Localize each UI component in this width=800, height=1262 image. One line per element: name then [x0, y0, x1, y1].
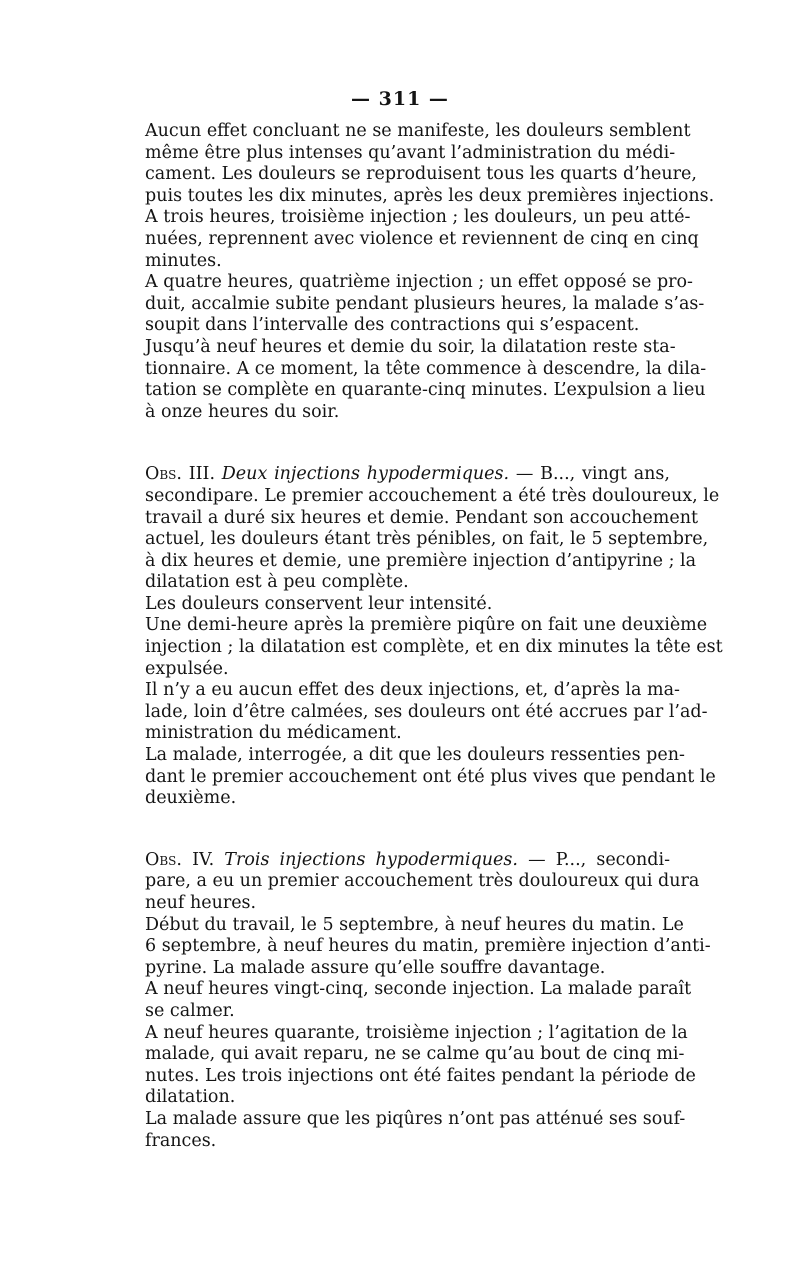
text-line: travail a duré six heures et demie. Pendant son accouchement — [145, 507, 699, 528]
text-line: A neuf heures quarante, troisième injection ; l’agitation de la — [145, 1022, 688, 1043]
observation-label: Obs. III. — [145, 464, 216, 485]
text-line: lade, loin d’être calmées, ses douleurs ont été accrues par l’ad- — [145, 701, 708, 722]
text-line: A trois heures, troisième injection ; les douleurs, un peu atté- — [145, 207, 691, 228]
text-line: Les douleurs conservent leur intensité. — [145, 593, 493, 614]
text-line: La malade, interrogée, a dit que les douleurs ressenties pen- — [145, 745, 685, 766]
text-line: duit, accalmie subite pendant plusieurs heures, la malade s’as- — [145, 293, 705, 314]
observation-heading-rest: — B..., vingt ans, — [515, 464, 670, 485]
text-line: expulsée. — [145, 658, 229, 679]
text-line: 6 septembre, à neuf heures du matin, première injection d’anti- — [145, 936, 711, 957]
text-line: A quatre heures, quatrième injection ; un effet opposé se pro- — [145, 272, 693, 293]
text-line: malade, qui avait reparu, ne se calme qu’au bout de cinq mi- — [145, 1044, 685, 1065]
text-line: nuées, reprennent avec violence et reviennent de cinq en cinq — [145, 228, 699, 249]
paragraph — [145, 121, 715, 207]
text-line: nutes. Les trois injections ont été faites pendant la période de — [145, 1065, 696, 1086]
text-line: actuel, les douleurs étant très pénibles, on fait, le 5 septembre, — [145, 529, 709, 550]
text-line: même être plus intenses qu’avant l’administration du médi- — [145, 142, 676, 163]
text-line: à onze heures du soir. — [145, 401, 340, 422]
observation-heading-rest: — P..., secondi- — [528, 849, 670, 870]
text-line: A neuf heures vingt-cinq, seconde injection. La malade paraît — [145, 979, 692, 1000]
text-line: dilatation est à peu complète. — [145, 572, 409, 593]
text-line: puis toutes les dix minutes, après les deux premières injections. — [145, 185, 715, 206]
observation-heading-line — [145, 464, 670, 486]
text-line: deuxième. — [145, 788, 237, 809]
observation-3 — [145, 464, 723, 810]
text-line: tionnaire. A ce moment, la tête commence à descendre, la dila- — [145, 358, 707, 379]
page-body — [145, 121, 723, 1152]
text-line: dant le premier accouchement ont été plus vives que pendant le — [145, 766, 716, 787]
section-gap — [145, 423, 670, 464]
paragraph — [145, 336, 707, 423]
observation-title: Deux injections hypodermiques. — [221, 464, 510, 485]
paragraph — [145, 272, 705, 337]
text-line: Aucun effet concluant ne se manifeste, les douleurs semblent — [145, 121, 691, 141]
text-line: neuf heures. — [145, 893, 257, 913]
paragraph — [145, 207, 699, 272]
text-line: frances. — [145, 1130, 217, 1151]
text-line: dilatation. — [145, 1087, 236, 1108]
observation-4 — [145, 849, 711, 1152]
text-line: Une demi-heure après la première piqûre on fait une deuxième — [145, 615, 708, 636]
section-gap — [145, 810, 670, 850]
text-line: Il n’y a eu aucun effet des deux injections, et, d’après la ma- — [145, 680, 680, 701]
text-line: ministration du médicament. — [145, 723, 402, 744]
text-line: tation se complète en quarante-cinq minutes. L’expulsion a lieu — [145, 380, 706, 401]
text-line: pyrine. La malade assure qu’elle souffre davantage. — [145, 957, 606, 978]
observation-title: Trois injections hypodermiques. — [224, 849, 518, 870]
text-line: à dix heures et demie, une première injection d’antipyrine ; la — [145, 550, 697, 571]
text-line: soupit dans l’intervalle des contractions qui s’espacent. — [145, 315, 640, 336]
text-line: pare, a eu un premier accouchement très douloureux qui dura — [145, 871, 700, 892]
text-line: se calmer. — [145, 1000, 235, 1021]
text-line: Jusqu’à neuf heures et demie du soir, la dilatation reste sta- — [145, 336, 676, 357]
text-line: La malade assure que les piqûres n’ont pas atténué ses souf- — [145, 1108, 686, 1129]
text-line: cament. Les douleurs se reproduisent tous les quarts d’heure, — [145, 164, 697, 185]
observation-label: Obs. IV. — [145, 849, 215, 870]
page-number: — 311 — — [351, 88, 449, 110]
observation-heading-line — [145, 850, 670, 872]
text-line: minutes. — [145, 250, 222, 271]
text-line: injection ; la dilatation est complète, et en dix minutes la tête est — [145, 637, 723, 658]
text-line: secondipare. Le premier accouchement a été très douloureux, le — [145, 485, 720, 506]
text-line: Début du travail, le 5 septembre, à neuf heures du matin. Le — [145, 914, 684, 935]
